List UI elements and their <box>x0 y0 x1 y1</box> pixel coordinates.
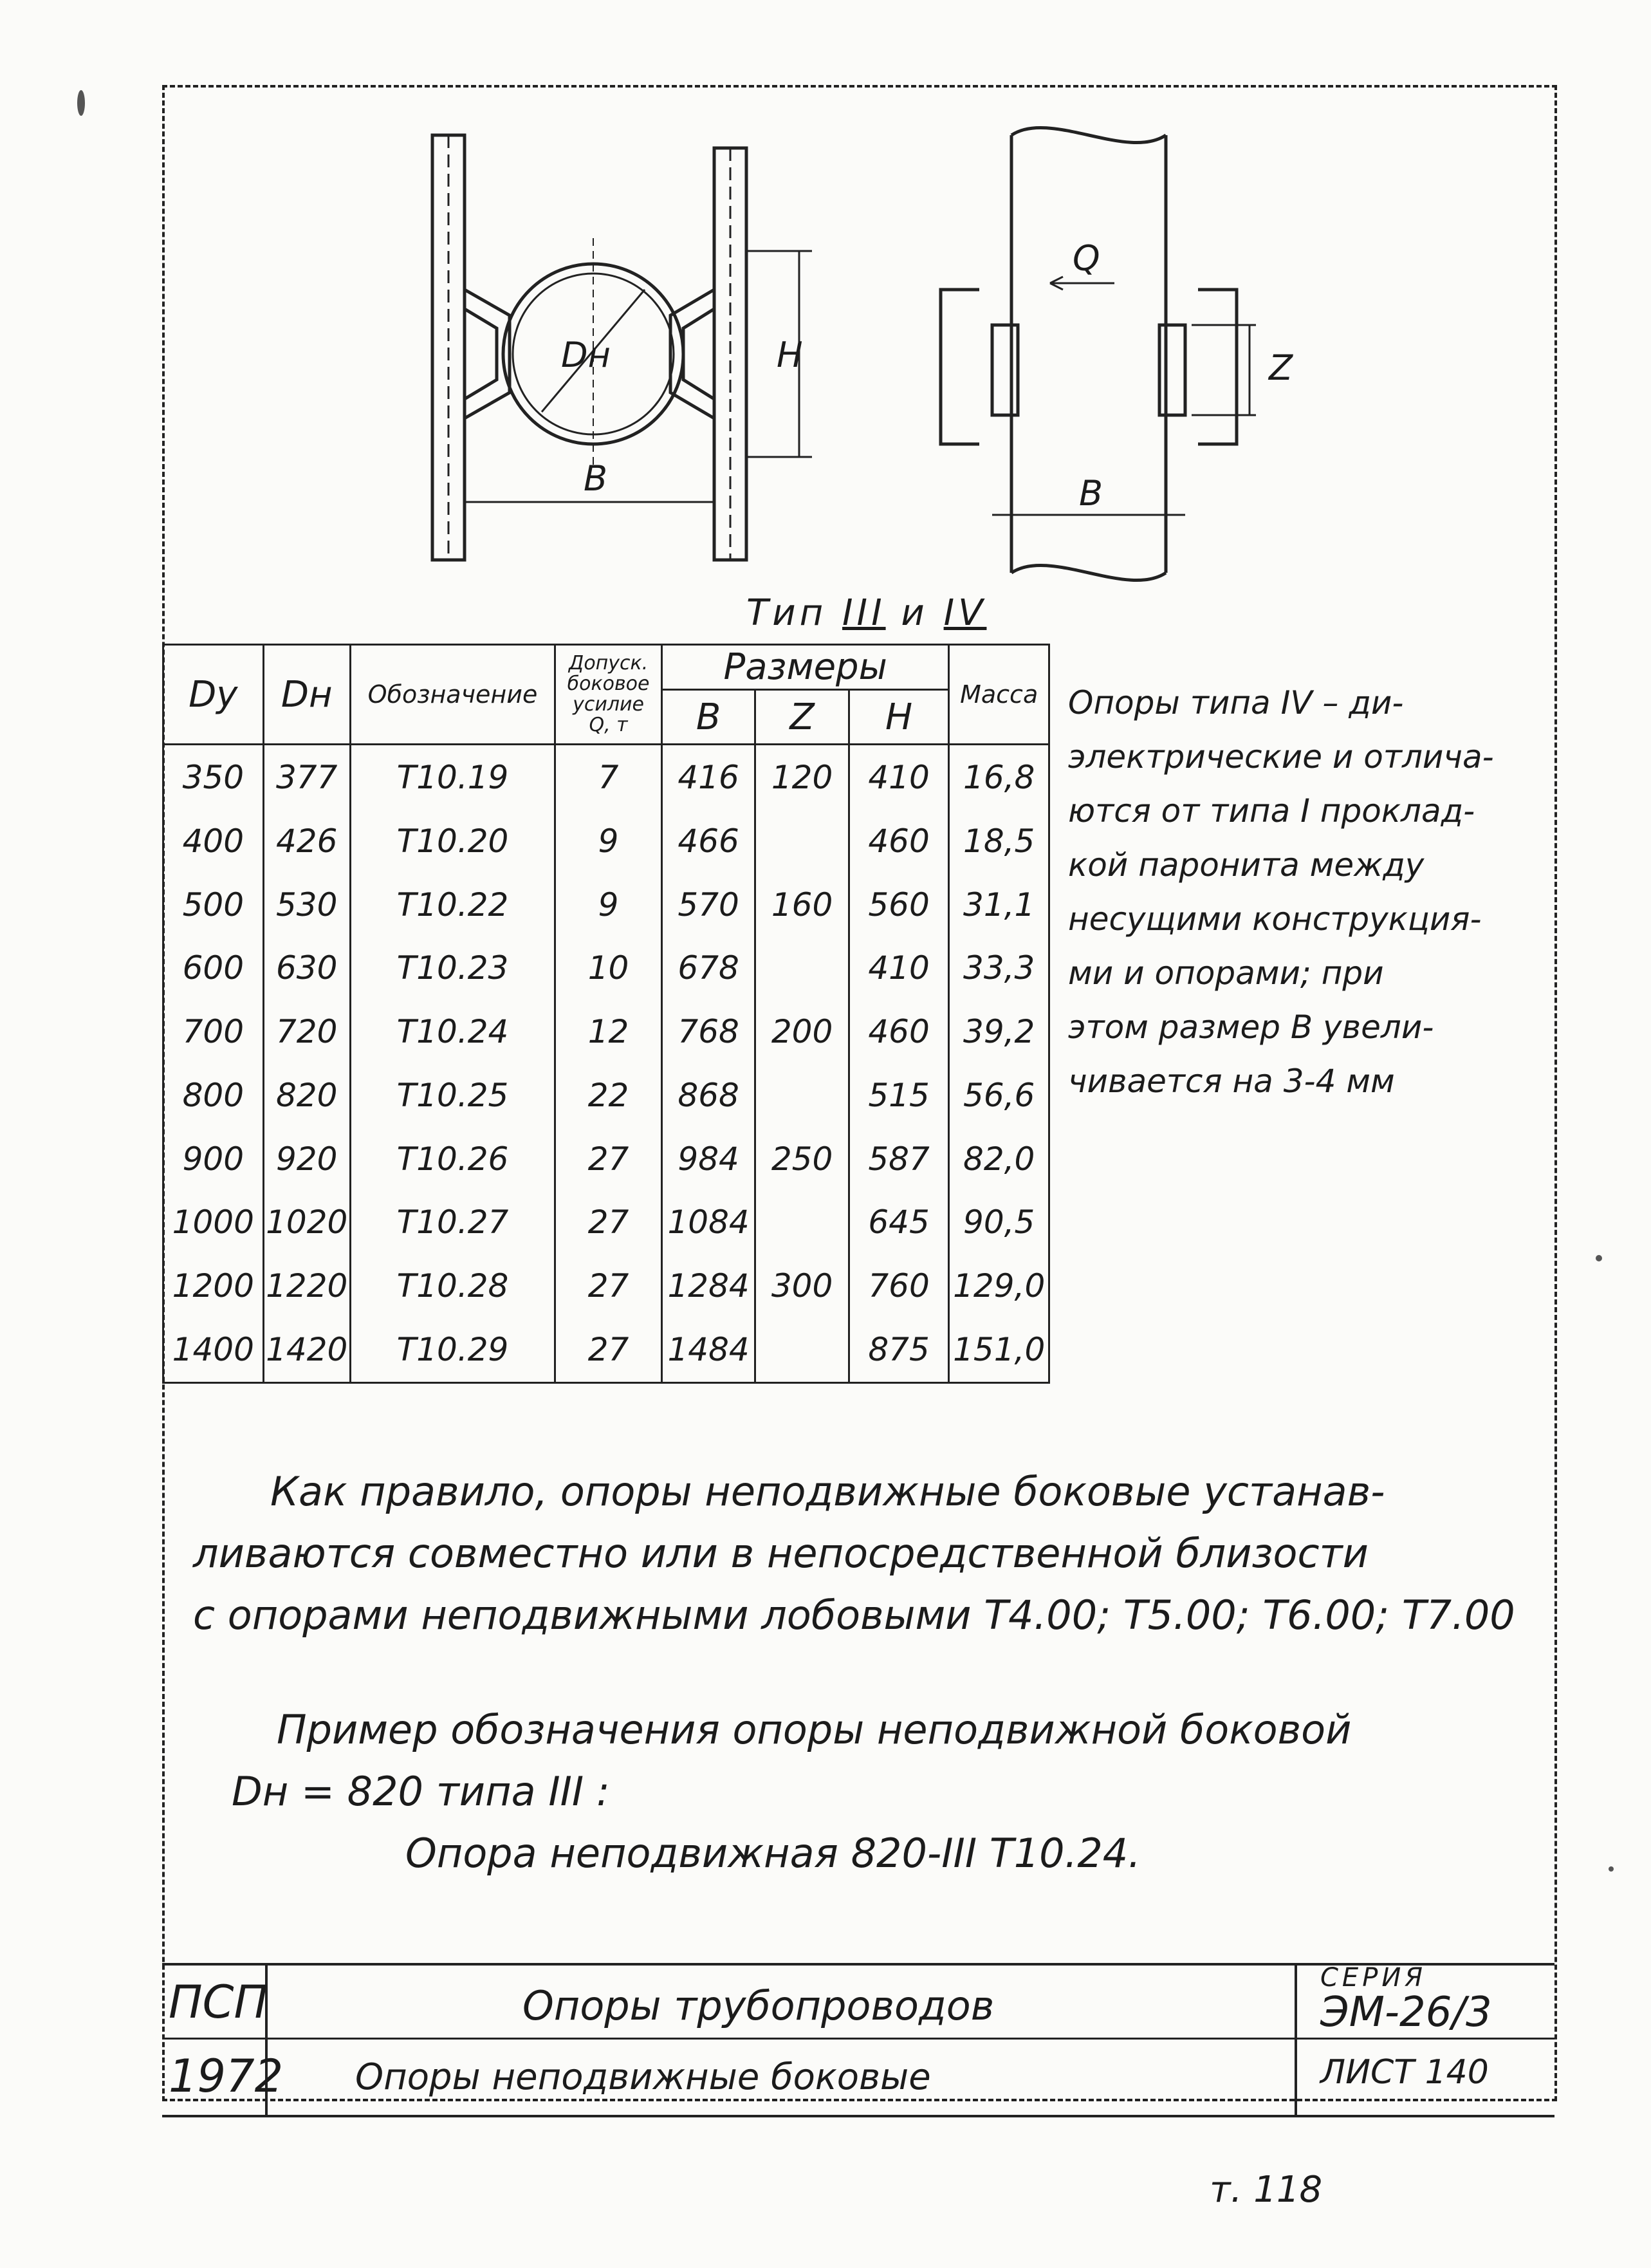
cell-b: 1084 <box>661 1191 755 1254</box>
cell-dy: 900 <box>163 1127 264 1191</box>
side-note-line: несущими конструкция- <box>1068 900 1482 938</box>
cell-dn: 426 <box>263 810 350 873</box>
cell-dy: 500 <box>163 873 264 936</box>
header-designation: Обозначение <box>350 645 555 745</box>
header-dn: Dн <box>263 645 350 745</box>
series-label: СЕРИЯ <box>1320 1963 1427 1993</box>
cell-code: Т10.25 <box>350 1063 555 1127</box>
cell-m: 16,8 <box>949 745 1049 810</box>
cell-dy: 800 <box>163 1063 264 1127</box>
cell-q: 7 <box>555 745 662 810</box>
caption-type-b: IV <box>943 592 987 634</box>
cell-dy: 1200 <box>163 1254 264 1318</box>
installation-note <box>193 1461 1544 1646</box>
cell-b: 466 <box>661 810 755 873</box>
table-row <box>163 745 1049 810</box>
cell-h: 410 <box>849 936 949 1000</box>
cell-z: 120 <box>755 745 849 810</box>
cell-dn: 720 <box>263 1000 350 1064</box>
cell-z: 300 <box>755 1254 849 1318</box>
cell-dy: 400 <box>163 810 264 873</box>
support-drawings <box>162 97 1552 624</box>
cell-code: Т10.26 <box>350 1127 555 1191</box>
header-load: Допуск. боковое усилие Q, т <box>555 645 662 745</box>
cell-q: 27 <box>555 1254 662 1318</box>
table-row <box>163 1127 1049 1191</box>
cell-b: 678 <box>661 936 755 1000</box>
side-note-line: ми и опорами; при <box>1068 954 1384 992</box>
cell-code: Т10.28 <box>350 1254 555 1318</box>
cell-dy: 1000 <box>163 1191 264 1254</box>
cell-m: 31,1 <box>949 873 1049 936</box>
doc-subtitle: Опоры неподвижные боковые <box>355 2056 931 2098</box>
cell-z: 160 <box>755 873 849 936</box>
header-dy: Dу <box>163 645 264 745</box>
side-note-line: кой паронита между <box>1068 846 1425 884</box>
cell-q: 12 <box>555 1000 662 1064</box>
cell-dn: 920 <box>263 1127 350 1191</box>
cell-q: 27 <box>555 1191 662 1254</box>
title-block <box>162 1963 1554 2117</box>
spec-table <box>162 644 1050 1384</box>
cell-m: 33,3 <box>949 936 1049 1000</box>
cell-code: Т10.22 <box>350 873 555 936</box>
cell-b: 570 <box>661 873 755 936</box>
header-z: Z <box>755 690 849 745</box>
cell-m: 18,5 <box>949 810 1049 873</box>
cell-code: Т10.24 <box>350 1000 555 1064</box>
label-b-left: B <box>584 458 608 499</box>
label-z: Z <box>1269 348 1293 388</box>
label-b-right: B <box>1079 473 1103 514</box>
cell-q: 27 <box>555 1317 662 1382</box>
table-row <box>163 936 1049 1000</box>
sheet-number: ЛИСТ 140 <box>1320 2053 1489 2092</box>
cell-q: 22 <box>555 1063 662 1127</box>
table-row <box>163 1000 1049 1064</box>
cell-dn: 1220 <box>263 1254 350 1318</box>
cell-dy: 350 <box>163 745 264 810</box>
cell-z <box>755 1317 849 1382</box>
table-row <box>163 1254 1049 1318</box>
side-note <box>1068 676 1538 1108</box>
scan-speck <box>1609 1866 1614 1872</box>
note-line: ливаются совместно или в непосредственной близости <box>193 1530 1369 1577</box>
cell-h: 587 <box>849 1127 949 1191</box>
note-line: Как правило, опоры неподвижные боковые устанав- <box>270 1468 1385 1515</box>
table-row <box>163 1317 1049 1382</box>
example-line: Опора неподвижная 820-III Т10.24. <box>405 1830 1141 1877</box>
note-line: с опорами неподвижными лобовыми Т4.00; Т5.00; Т6.00; Т7.00 <box>193 1592 1515 1639</box>
cell-code: Т10.23 <box>350 936 555 1000</box>
cell-z: 200 <box>755 1000 849 1064</box>
scan-speck <box>77 90 85 116</box>
example-line: Пример обозначения опоры неподвижной боковой <box>277 1706 1352 1753</box>
doc-title: Опоры трубопроводов <box>522 1982 995 2029</box>
side-note-line: Опоры типа IV – ди- <box>1068 684 1404 721</box>
org: ПСП <box>169 1976 268 2029</box>
cell-b: 1484 <box>661 1317 755 1382</box>
cell-code: Т10.20 <box>350 810 555 873</box>
table-row <box>163 1063 1049 1127</box>
header-mass: Масса <box>949 645 1049 745</box>
label-h: H <box>777 335 803 375</box>
cell-m: 39,2 <box>949 1000 1049 1064</box>
cell-m: 90,5 <box>949 1191 1049 1254</box>
header-h: H <box>849 690 949 745</box>
side-note-line: этом размер B увели- <box>1068 1009 1434 1046</box>
cell-dn: 377 <box>263 745 350 810</box>
cell-dn: 530 <box>263 873 350 936</box>
cell-dn: 1420 <box>263 1317 350 1382</box>
cell-b: 416 <box>661 745 755 810</box>
cell-m: 56,6 <box>949 1063 1049 1127</box>
table-row <box>163 810 1049 873</box>
cell-q: 27 <box>555 1127 662 1191</box>
header-b: B <box>661 690 755 745</box>
caption-prefix: Тип <box>746 592 827 634</box>
cell-z <box>755 810 849 873</box>
cell-b: 1284 <box>661 1254 755 1318</box>
cell-dy: 1400 <box>163 1317 264 1382</box>
cell-h: 760 <box>849 1254 949 1318</box>
table-row <box>163 873 1049 936</box>
cell-h: 460 <box>849 1000 949 1064</box>
cell-code: Т10.19 <box>350 745 555 810</box>
cell-m: 82,0 <box>949 1127 1049 1191</box>
example-line: Dн = 820 типа III : <box>232 1768 610 1815</box>
label-q: Q <box>1073 238 1100 279</box>
cell-dn: 630 <box>263 936 350 1000</box>
cell-z <box>755 1191 849 1254</box>
caption-and: и <box>901 592 928 634</box>
cell-m: 129,0 <box>949 1254 1049 1318</box>
cell-dy: 600 <box>163 936 264 1000</box>
header-dimensions: Размеры <box>661 645 948 690</box>
figure-caption <box>746 592 986 634</box>
cell-dn: 1020 <box>263 1191 350 1254</box>
side-note-line: чивается на 3-4 мм <box>1068 1063 1395 1100</box>
page-number: т. 118 <box>1210 2169 1323 2211</box>
cell-z <box>755 936 849 1000</box>
cell-h: 460 <box>849 810 949 873</box>
cell-dn: 820 <box>263 1063 350 1127</box>
cell-dy: 700 <box>163 1000 264 1064</box>
scan-speck <box>1596 1255 1602 1261</box>
cell-b: 984 <box>661 1127 755 1191</box>
cell-z: 250 <box>755 1127 849 1191</box>
cell-code: Т10.29 <box>350 1317 555 1382</box>
cell-code: Т10.27 <box>350 1191 555 1254</box>
cell-h: 410 <box>849 745 949 810</box>
cell-h: 515 <box>849 1063 949 1127</box>
cell-m: 151,0 <box>949 1317 1049 1382</box>
label-dn: Dн <box>561 335 611 375</box>
year: 1972 <box>169 2050 284 2103</box>
cell-q: 9 <box>555 873 662 936</box>
table-row <box>163 1191 1049 1254</box>
cell-b: 768 <box>661 1000 755 1064</box>
cell-h: 645 <box>849 1191 949 1254</box>
cell-h: 875 <box>849 1317 949 1382</box>
cell-b: 868 <box>661 1063 755 1127</box>
designation-example <box>193 1699 1544 1884</box>
cell-q: 10 <box>555 936 662 1000</box>
cell-h: 560 <box>849 873 949 936</box>
cell-z <box>755 1063 849 1127</box>
cell-q: 9 <box>555 810 662 873</box>
caption-type-a: III <box>842 592 886 634</box>
series-value: ЭМ-26/3 <box>1320 1989 1492 2036</box>
side-note-line: электрические и отлича- <box>1068 738 1494 776</box>
side-note-line: ются от типа I проклад- <box>1068 792 1475 830</box>
